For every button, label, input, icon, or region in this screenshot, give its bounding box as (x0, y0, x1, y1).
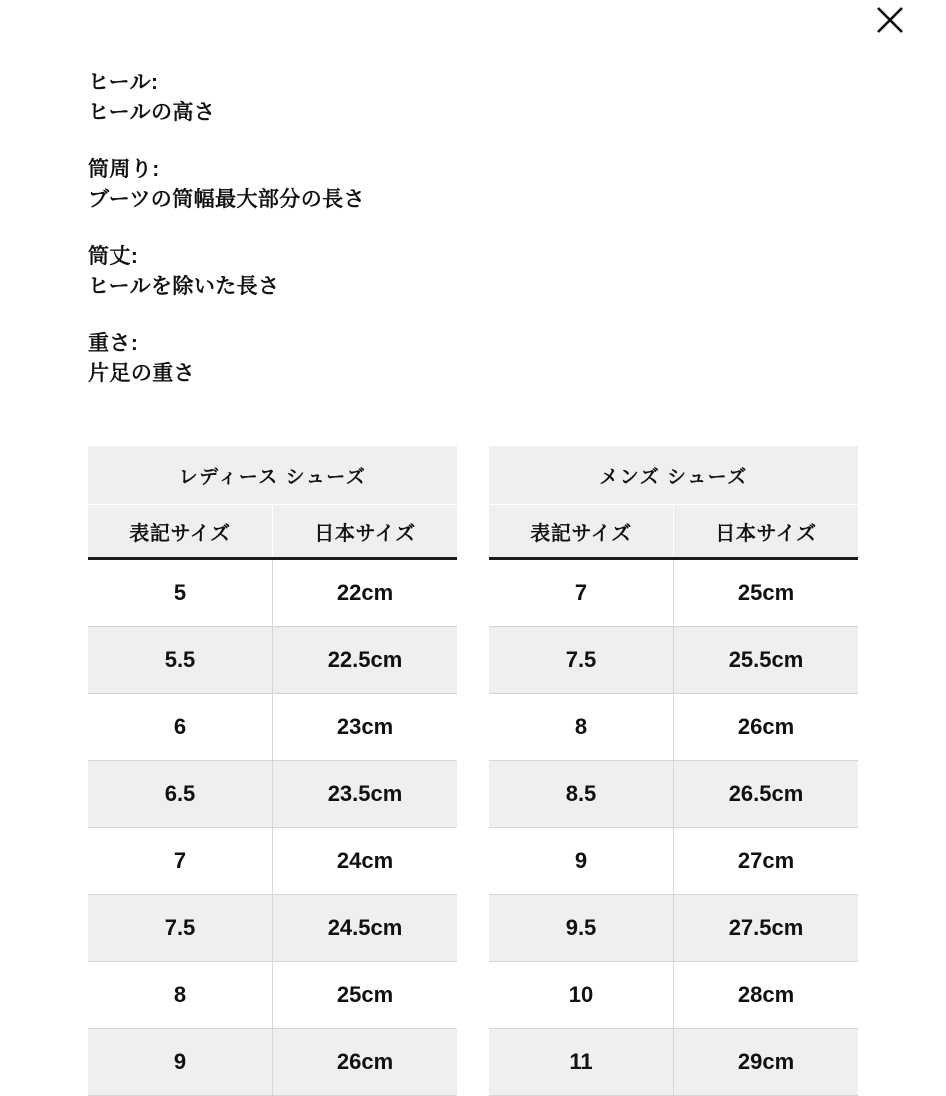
table-row (489, 694, 858, 761)
column-header-label-size: 表記サイズ (88, 505, 273, 559)
column-header-label-size: 表記サイズ (489, 505, 674, 559)
mens-size-table-wrapper (489, 446, 858, 1096)
table-row (88, 761, 457, 828)
table-row (489, 559, 858, 627)
cell-label-size: 8.5 (489, 761, 674, 828)
size-tables (88, 446, 858, 1096)
mens-table-head (489, 505, 858, 559)
definition-description: ヒールの高さ (88, 101, 216, 125)
cell-label-size: 7 (489, 559, 674, 627)
cell-label-size: 9.5 (489, 895, 674, 962)
table-row (88, 1029, 457, 1096)
cell-jp-size: 28cm (674, 962, 859, 1029)
table-row (88, 627, 457, 694)
cell-label-size: 5.5 (88, 627, 273, 694)
cell-label-size: 7 (88, 828, 273, 895)
cell-jp-size: 24cm (273, 828, 458, 895)
table-row (489, 828, 858, 895)
close-icon-glyph (875, 5, 905, 35)
definition-term: ヒール: (88, 71, 159, 94)
cell-jp-size: 27.5cm (674, 895, 859, 962)
womens-table-head (88, 505, 457, 559)
definition-description: ブーツの筒幅最大部分の長さ (88, 188, 365, 212)
cell-label-size: 8 (88, 962, 273, 1029)
table-row (489, 761, 858, 828)
cell-jp-size: 25cm (674, 559, 859, 627)
definition-item (88, 329, 788, 390)
measurement-definitions (88, 68, 788, 416)
table-row (88, 828, 457, 895)
definition-description: 片足の重さ (88, 362, 196, 386)
table-header-row (88, 505, 457, 559)
cell-jp-size: 22cm (273, 559, 458, 627)
womens-table-body (88, 559, 457, 1096)
mens-table-body (489, 559, 858, 1096)
definition-term: 重さ: (88, 331, 139, 355)
cell-jp-size: 27cm (674, 828, 859, 895)
cell-jp-size: 26.5cm (674, 761, 859, 828)
cell-label-size: 8 (489, 694, 674, 761)
womens-table-caption: レディース シューズ (88, 446, 457, 505)
mens-size-table (489, 446, 858, 1096)
cell-jp-size: 29cm (674, 1029, 859, 1096)
table-row (88, 895, 457, 962)
cell-label-size: 7.5 (489, 627, 674, 694)
table-row (88, 694, 457, 761)
cell-label-size: 11 (489, 1029, 674, 1096)
cell-label-size: 7.5 (88, 895, 273, 962)
table-row (489, 1029, 858, 1096)
column-header-jp-size: 日本サイズ (273, 505, 458, 559)
womens-size-table (88, 446, 457, 1096)
definition-item (88, 68, 788, 129)
cell-label-size: 10 (489, 962, 674, 1029)
table-row (489, 962, 858, 1029)
cell-jp-size: 22.5cm (273, 627, 458, 694)
cell-label-size: 6 (88, 694, 273, 761)
table-header-row (489, 505, 858, 559)
cell-jp-size: 26cm (273, 1029, 458, 1096)
definition-item (88, 242, 788, 303)
mens-table-caption: メンズ シューズ (489, 446, 858, 505)
cell-label-size: 9 (489, 828, 674, 895)
definition-term: 筒周り: (88, 157, 160, 181)
cell-label-size: 5 (88, 559, 273, 627)
table-row (489, 895, 858, 962)
table-row (88, 962, 457, 1029)
close-icon[interactable] (868, 0, 912, 40)
column-header-jp-size: 日本サイズ (674, 505, 859, 559)
cell-jp-size: 23.5cm (273, 761, 458, 828)
definition-item (88, 155, 788, 216)
cell-label-size: 6.5 (88, 761, 273, 828)
definition-description: ヒールを除いた長さ (88, 275, 280, 299)
cell-jp-size: 26cm (674, 694, 859, 761)
cell-jp-size: 25cm (273, 962, 458, 1029)
cell-label-size: 9 (88, 1029, 273, 1096)
cell-jp-size: 24.5cm (273, 895, 458, 962)
cell-jp-size: 25.5cm (674, 627, 859, 694)
cell-jp-size: 23cm (273, 694, 458, 761)
womens-size-table-wrapper (88, 446, 457, 1096)
table-row (88, 559, 457, 627)
table-row (489, 627, 858, 694)
definition-term: 筒丈: (88, 244, 139, 268)
